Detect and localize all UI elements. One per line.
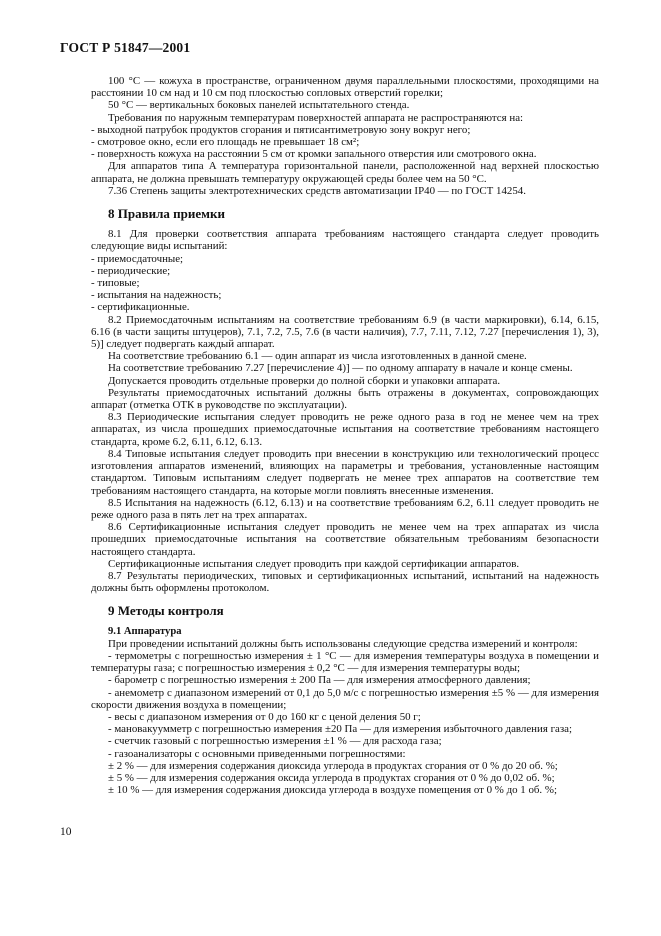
list-item: ± 10 % — для измерения содержания диоксида углерода в воздухе помещения от 0 % до 1 об. %; [108,784,557,797]
list-item: - счетчик газовый с погрешностью измерения ±1 % — для расхода газа; [108,735,442,748]
list-item: - барометр с погрешностью измерения ± 200 Па — для измерения атмосферного давления; [108,674,531,687]
paragraph: На соответствие требованию 6.1 — один аппарат из числа изготовленных в данной смене. [108,350,527,363]
list-item: - типовые; [91,277,140,290]
paragraph: Требования по наружным температурам поверхностей аппарата не распространяются на: [108,111,524,124]
list-item: ± 2 % — для измерения содержания диоксида углерода в продуктах сгорания от 0 % до 20 об. %; [108,759,558,772]
list-item: - выходной патрубок продуктов сгорания и пятисантиметровую зону вокруг него; [91,123,471,136]
paragraph: Результаты приемосдаточных испытаний должны быть отражены в документах, сопровождающих аппарат (отметка ОТК в руководстве по эксплуатации). [91,386,599,412]
paragraph: На соответствие требованию 7.27 [перечисление 4)] — по одному аппарату в начале и конце смены. [108,362,573,375]
paragraph: 8.4 Типовые испытания следует проводить при внесении в конструкцию или технологический процесс изготовления аппаратов изменений, влияющих на параметры и требования, установленные настоящим стандартом. Типовым испытаниям следует подвергать не менее трех аппаратов на соответствие тем требованиям настоящего стандарта, на которые могли повлиять внесенные изменения. [91,447,599,497]
subsection-heading: 9.1 Аппаратура [108,625,182,637]
list-item: - мановакуумметр с погрешностью измерения ±20 Па — для измерения избыточного давления газа; [108,723,573,736]
paragraph: 8.6 Сертификационные испытания следует проводить не менее чем на трех аппаратах из числа прошедших приемосдаточные испытания на соответствие обязательным требованиям безопасности настоящего стандарта. [91,521,599,558]
paragraph: 8.7 Результаты периодических, типовых и сертификационных испытаний, испытаний на надежность должны быть оформлены протоколом. [91,569,599,595]
list-item: - газоанализаторы с основными приведенными погрешностями: [108,747,406,760]
document-body [91,75,599,796]
paragraph: 100 °С — кожуха в пространстве, ограниченном двумя параллельными плоскостями, проходящими на расстоянии 10 см над и 10 см под плоскостью сопловых отверстий горелки; [91,75,599,100]
paragraph: При проведении испытаний должны быть использованы следующие средства измерений и контроля: [108,637,578,650]
list-item: - поверхность кожуха на расстоянии 5 см от кромки запального отверстия или смотрового окна. [91,148,537,161]
list-item: - испытания на надежность; [91,289,222,302]
paragraph: Допускается проводить отдельные проверки до полной сборки и упаковки аппарата. [108,374,501,387]
section-heading: 9 Методы контроля [108,603,224,619]
list-item: ± 5 % — для измерения содержания оксида углерода в продуктах сгорания от 0 % до 0,02 об. %; [108,771,555,784]
list-item: - анемометр с диапазоном измерений от 0,1 до 5,0 м/с с погрешностью измерения ±5 % — для измерения скорости движения воздуха в помещении; [91,686,599,711]
paragraph: Сертификационные испытания следует проводить при каждой сертификации аппаратов. [108,557,520,570]
paragraph: 8.5 Испытания на надежность (6.12, 6.13) и на соответствие требованиям 6.2, 6.11 следует проводить не реже одного раза в пять лет на трех аппаратах. [91,496,599,521]
list-item: - смотровое окно, если его площадь не превышает 18 см²; [91,136,360,149]
paragraph: 50 °С — вертикальных боковых панелей испытательного стенда. [108,99,410,112]
paragraph: 8.1 Для проверки соответствия аппарата требованиям настоящего стандарта следует проводить следующие виды испытаний: [91,228,599,253]
paragraph: 8.3 Периодические испытания следует проводить не реже одного раза в год не менее чем на трех аппаратах, из числа прошедших приемосдаточные испытания на соответствие требованиям настоящего стандарта, кроме 6.2, 6.11, 6.12, 6.13. [91,411,599,448]
standard-header: ГОСТ Р 51847—2001 [60,40,191,55]
list-item: - весы с диапазоном измерения от 0 до 160 кг с ценой деления 50 г; [108,710,421,723]
list-item: - приемосдаточные; [91,252,184,265]
paragraph: Для аппаратов типа А температура горизонтальной панели, расположенной над верхней плоскостью аппарата, не должна превышать температуру окружающей среды более чем на 50 °С. [91,160,599,185]
paragraph: 7.36 Степень защиты электротехнических средств автоматизации IP40 — по ГОСТ 14254. [108,184,526,197]
paragraph: 8.2 Приемосдаточным испытаниям на соответствие требованиям 6.9 (в части маркировки), 6.14, 6.15, 6.16 (в части защиты штуцеров), 7.1, 7.2, 7.5, 7.6 (в части наличия), 7.7, 7.11, 7.12, 7.27 [перечисления 1), 3), 5)] следует подвергать каждый аппарат. [91,313,599,351]
page-number: 10 [60,826,72,838]
list-item: - периодические; [91,264,171,277]
list-item: - термометры с погрешностью измерения ± 1 °С — для измерения температуры воздуха в помещении и температуры газа; с погрешностью измерения ± 0,2 °С — для измерения температуры воды; [91,649,599,675]
list-item: - сертификационные. [91,301,190,314]
section-heading: 8 Правила приемки [108,206,225,222]
